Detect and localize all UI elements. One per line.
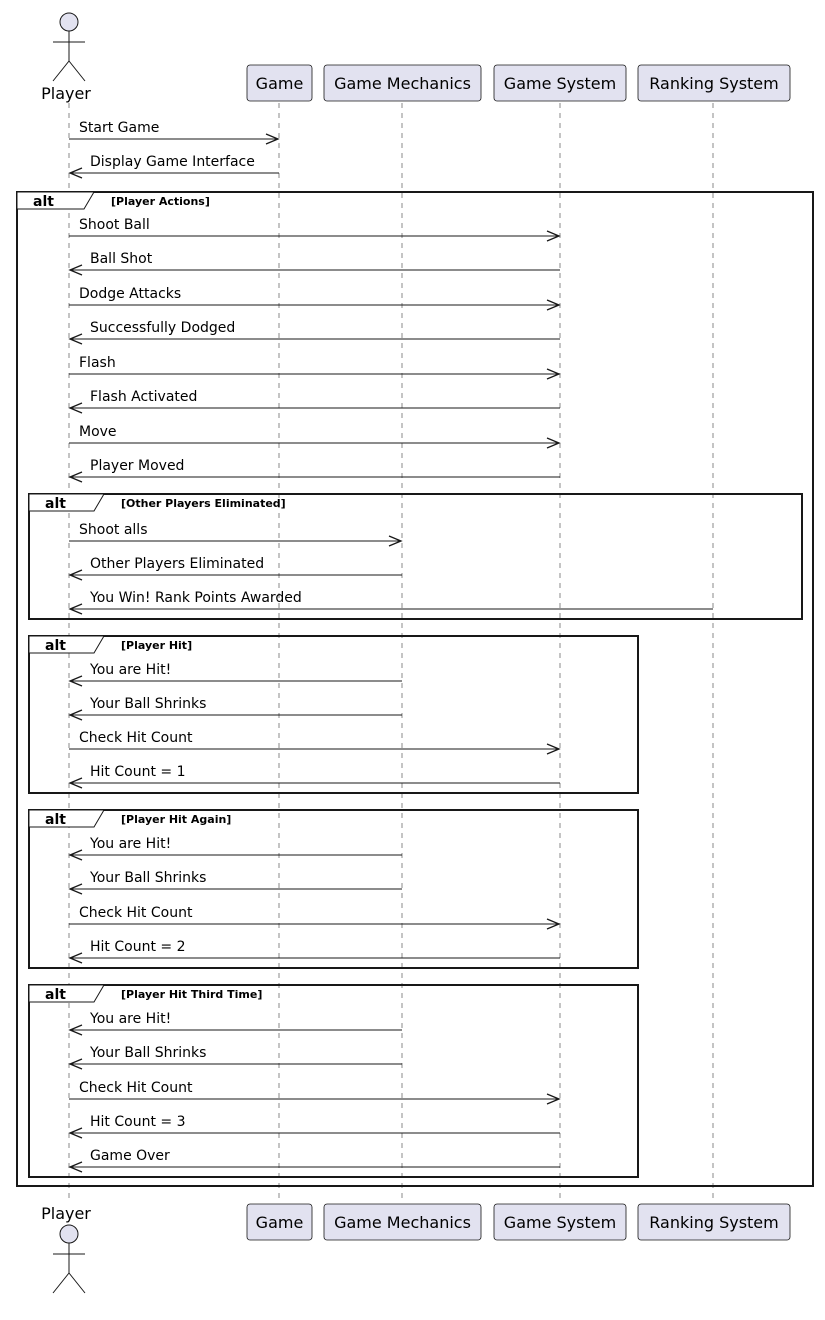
actor-player-bottom bbox=[41, 1204, 91, 1293]
message-label: You are Hit! bbox=[90, 662, 172, 678]
message-mechanics-to-player bbox=[70, 1011, 402, 1035]
participant-label: Ranking System bbox=[649, 1213, 779, 1232]
message-label: Your Ball Shrinks bbox=[90, 870, 207, 886]
message-player-to-system bbox=[69, 286, 559, 310]
message-label: Display Game Interface bbox=[90, 154, 255, 170]
message-player-to-system bbox=[69, 424, 559, 448]
message-player-to-system bbox=[69, 217, 559, 241]
message-player-to-system bbox=[69, 355, 559, 379]
message-label: You are Hit! bbox=[90, 1011, 172, 1027]
fragment-guard: [Player Actions] bbox=[111, 195, 210, 208]
message-ranking-to-player bbox=[70, 590, 713, 614]
fragment-frame bbox=[17, 192, 813, 1186]
participant-game-top bbox=[247, 65, 312, 101]
message-system-to-player bbox=[70, 939, 560, 963]
message-label: You are Hit! bbox=[90, 836, 172, 852]
fragment-keyword: alt bbox=[45, 812, 66, 828]
participant-label: Game Mechanics bbox=[334, 74, 471, 93]
message-label: Game Over bbox=[90, 1148, 170, 1164]
message-system-to-player bbox=[70, 764, 560, 788]
message-label: Hit Count = 3 bbox=[90, 1114, 186, 1130]
fragment-keyword: alt bbox=[33, 194, 54, 210]
fragment-tab bbox=[29, 810, 104, 827]
fragment-tab bbox=[29, 636, 104, 653]
message-mechanics-to-player bbox=[70, 870, 402, 894]
message-player-to-system bbox=[69, 730, 559, 754]
fragment-tab bbox=[29, 494, 104, 511]
actor-label: Player bbox=[41, 84, 91, 103]
participant-label: Ranking System bbox=[649, 74, 779, 93]
participant-label: Game bbox=[255, 1213, 304, 1232]
participant-system-bottom bbox=[494, 1204, 626, 1240]
message-label: Shoot Ball bbox=[79, 217, 150, 233]
message-mechanics-to-player bbox=[70, 696, 402, 720]
participant-mechanics-bottom bbox=[324, 1204, 481, 1240]
message-mechanics-to-player bbox=[70, 556, 402, 580]
fragment-keyword: alt bbox=[45, 496, 66, 512]
message-label: Hit Count = 2 bbox=[90, 939, 186, 955]
alt-fragment bbox=[17, 192, 813, 1186]
message-player-to-mechanics bbox=[69, 522, 401, 546]
message-label: Move bbox=[79, 424, 117, 440]
message-label: Hit Count = 1 bbox=[90, 764, 186, 780]
message-label: Shoot alls bbox=[79, 522, 148, 538]
message-system-to-player bbox=[70, 1148, 560, 1172]
participant-game-bottom bbox=[247, 1204, 312, 1240]
message-system-to-player bbox=[70, 251, 560, 275]
message-label: You Win! Rank Points Awarded bbox=[90, 590, 302, 606]
message-mechanics-to-player bbox=[70, 1045, 402, 1069]
participant-label: Game Mechanics bbox=[334, 1213, 471, 1232]
message-label: Your Ball Shrinks bbox=[90, 1045, 207, 1061]
participant-label: Game bbox=[255, 74, 304, 93]
message-label: Player Moved bbox=[90, 458, 185, 474]
message-label: Your Ball Shrinks bbox=[90, 696, 207, 712]
fragment-guard: [Player Hit Again] bbox=[121, 813, 232, 826]
message-label: Ball Shot bbox=[90, 251, 153, 267]
message-player-to-game bbox=[69, 120, 278, 144]
participant-system-top bbox=[494, 65, 626, 101]
message-label: Check Hit Count bbox=[79, 1080, 193, 1096]
message-label: Dodge Attacks bbox=[79, 286, 182, 302]
fragment-guard: [Player Hit] bbox=[121, 639, 193, 652]
fragment-tab bbox=[17, 192, 94, 209]
participant-mechanics-top bbox=[324, 65, 481, 101]
actor-icon bbox=[53, 1225, 85, 1293]
actor-label: Player bbox=[41, 1204, 91, 1223]
fragment-guard: [Player Hit Third Time] bbox=[121, 988, 263, 1001]
message-mechanics-to-player bbox=[70, 836, 402, 860]
message-label: Flash Activated bbox=[90, 389, 198, 405]
message-label: Check Hit Count bbox=[79, 730, 193, 746]
message-system-to-player bbox=[70, 389, 560, 413]
message-label: Start Game bbox=[79, 120, 160, 136]
message-player-to-system bbox=[69, 1080, 559, 1104]
message-system-to-player bbox=[70, 458, 560, 482]
participant-ranking-top bbox=[638, 65, 790, 101]
message-player-to-system bbox=[69, 905, 559, 929]
fragment-keyword: alt bbox=[45, 638, 66, 654]
message-mechanics-to-player bbox=[70, 662, 402, 686]
message-label: Other Players Eliminated bbox=[90, 556, 265, 572]
participant-label: Game System bbox=[503, 74, 617, 93]
message-game-to-player bbox=[70, 154, 279, 178]
actor-player-top bbox=[41, 13, 91, 103]
actor-icon bbox=[53, 13, 85, 81]
participant-label: Game System bbox=[503, 1213, 617, 1232]
message-system-to-player bbox=[70, 320, 560, 344]
fragment-guard: [Other Players Eliminated] bbox=[121, 497, 286, 510]
message-label: Flash bbox=[79, 355, 116, 371]
message-label: Check Hit Count bbox=[79, 905, 193, 921]
fragment-keyword: alt bbox=[45, 987, 66, 1003]
participant-ranking-bottom bbox=[638, 1204, 790, 1240]
message-system-to-player bbox=[70, 1114, 560, 1138]
message-label: Successfully Dodged bbox=[90, 320, 236, 336]
fragment-tab bbox=[29, 985, 104, 1002]
